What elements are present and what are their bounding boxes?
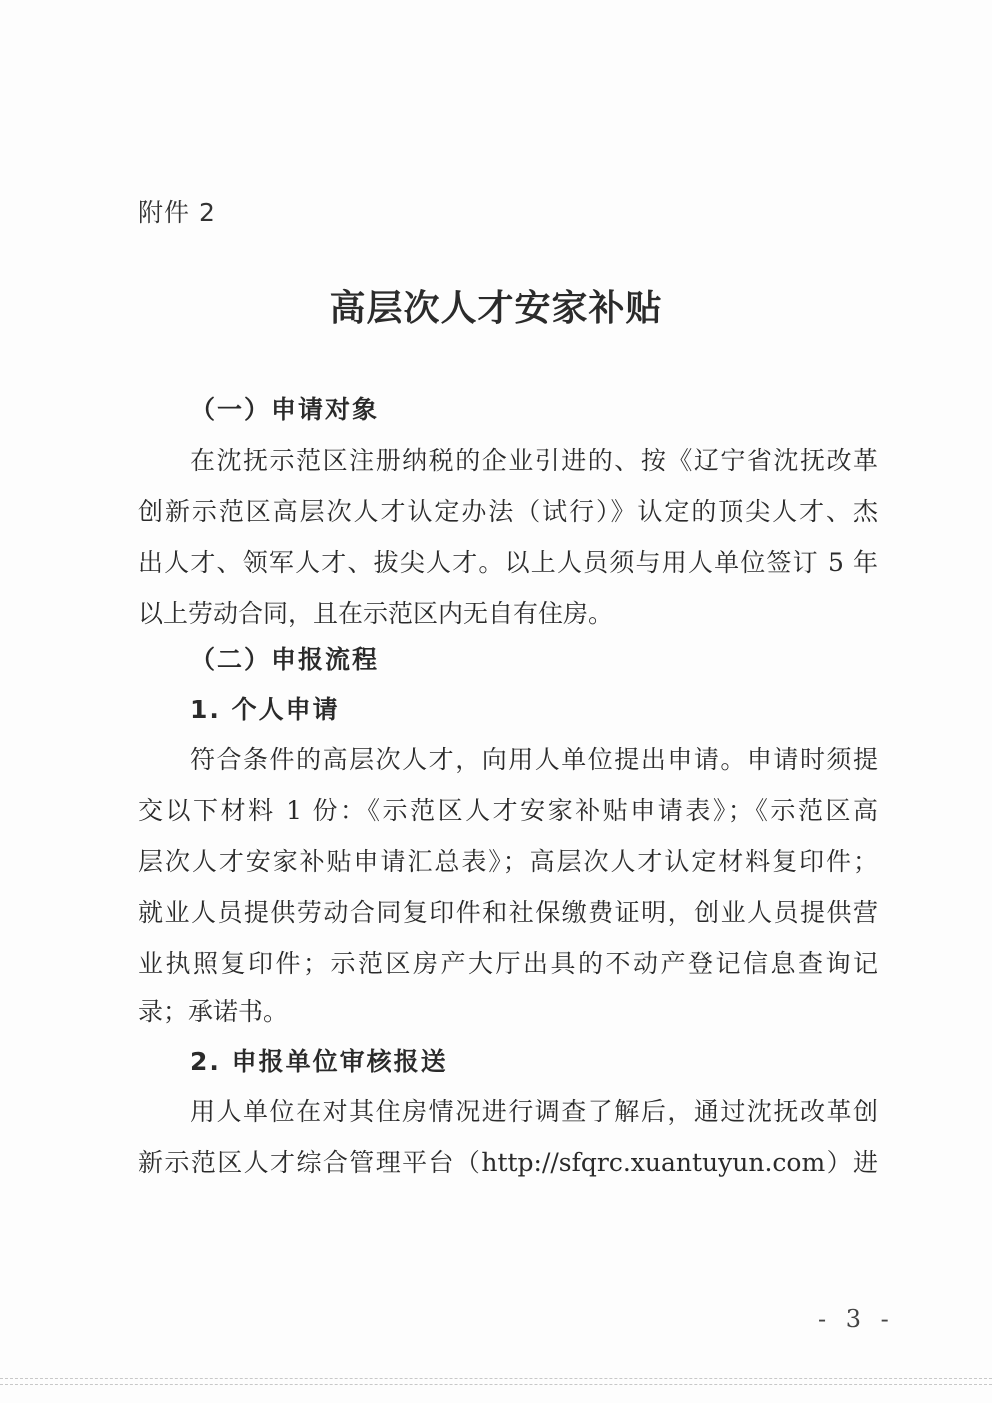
attachment-label: 附件 2 <box>138 198 216 227</box>
paragraph-line: 创新示范区高层次人才认定办法（试行）》认定的顶尖人才、杰 <box>138 497 878 526</box>
footer-divider <box>0 1384 992 1385</box>
paragraph-line: 录；承诺书。 <box>138 997 289 1026</box>
paragraph-line: 新示范区人才综合管理平台（http://sfqrc.xuantuyun.com）进 <box>138 1148 878 1177</box>
paragraph-line: 层次人才安家补贴申请汇总表》；高层次人才认定材料复印件； <box>138 847 878 876</box>
step-heading-individual-application: 1. 个人申请 <box>190 695 340 724</box>
document-title: 高层次人才安家补贴 <box>329 287 663 329</box>
paragraph-line: 用人单位在对其住房情况进行调查了解后，通过沈抚改革创 <box>190 1097 878 1126</box>
paragraph-line: 出人才、领军人才、拔尖人才。以上人员须与用人单位签订 5 年 <box>138 548 878 577</box>
paragraph-line: 在沈抚示范区注册纳税的企业引进的、按《辽宁省沈抚改革 <box>190 446 878 475</box>
paragraph-line: 业执照复印件；示范区房产大厅出具的不动产登记信息查询记 <box>138 949 878 978</box>
footer-divider <box>0 1378 992 1379</box>
section-heading-process: （二）申报流程 <box>190 645 380 674</box>
paragraph-line: 符合条件的高层次人才，向用人单位提出申请。申请时须提 <box>190 745 878 774</box>
paragraph-line: 交以下材料 1 份：《示范区人才安家补贴申请表》；《示范区高 <box>138 796 878 825</box>
page-number: - 3 - <box>818 1305 895 1333</box>
section-heading-applicants: （一）申请对象 <box>190 395 380 424</box>
step-heading-unit-review: 2. 申报单位审核报送 <box>190 1047 448 1076</box>
paragraph-line: 就业人员提供劳动合同复印件和社保缴费证明，创业人员提供营 <box>138 898 878 927</box>
paragraph-line: 以上劳动合同，且在示范区内无自有住房。 <box>138 599 614 628</box>
